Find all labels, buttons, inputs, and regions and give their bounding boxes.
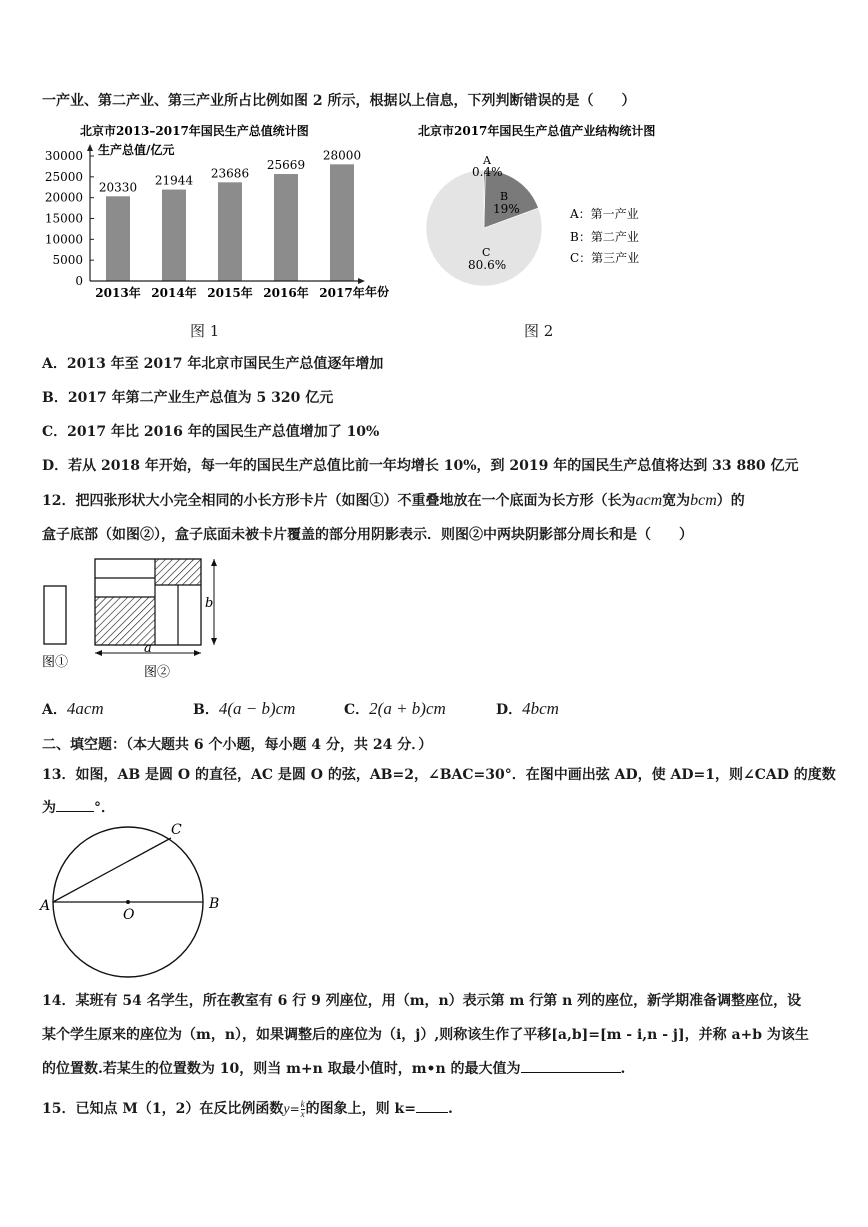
shaded-region-bottom-left [95,597,155,645]
q12-option-c-expr: 2(a + b)cm [369,699,446,718]
x-tick-label: 2017年 [319,286,365,300]
q14-line1: 14．某班有 54 名学生，所在教室有 6 行 9 列座位，用（m，n）表示第 m 行第 n 列的座位，新学期准备调整座位，设 [42,993,802,1009]
q12-var-a: acm [635,492,663,509]
y-tick-label: 15000 [44,211,83,226]
pie-legend-b: B：第二产业 [570,230,639,244]
q12-option-d-expr: 4bcm [522,699,559,718]
point-c-label: C [171,822,182,838]
pie-label-c: C [482,246,491,259]
q11-option-d: D．若从 2018 年开始，每一年的国民生产总值比前一年均增长 10%，到 2019 年的国民生产总值将达到 33 880 亿元 [42,458,799,474]
dim-a-label: a [144,641,152,656]
pie-legend-a: A：第一产业 [570,207,639,221]
pie-pct-b: 19% [493,202,520,216]
fig2-caption: 图 2 [524,322,554,340]
q12-stem-line1 [42,490,745,510]
bar [106,196,130,281]
q12-stem-part3: ）的 [716,493,745,509]
q12-stem-part2: 宽为 [662,493,691,509]
point-o-label: O [123,907,135,923]
q12-option-b-expr: 4(a − b)cm [218,699,296,718]
bar-chart-ylabel: 生产总值/亿元 [98,143,175,157]
q14-line3: 的位置数.若某生的位置数为 10，则当 m+n 取最小值时，m•n 的最大值为 . [42,1061,626,1077]
shaded-region-top-right [155,559,201,585]
q13-line1: 13．如图，AB 是圆 O 的直径，AC 是圆 O 的弦，AB=2，∠BAC=30°．在图中画出弦 AD，使 AD=1，则∠CAD 的度数 [42,767,836,783]
q15-line: 15．已知点 M（1，2）在反比例函数y= $\frac{k}{x}$ 的图象上，则 k= . [42,1098,453,1119]
y-tick-label: 5000 [52,253,83,268]
card-rectangle [44,586,66,644]
dim-a-arrow-right [194,650,201,656]
bar [330,164,354,281]
dim-b-label: b [205,596,214,611]
x-axis-arrow [358,278,365,284]
circle-figure [36,820,236,984]
dim-b-arrow-top [211,559,217,566]
y-tick-label: 30000 [44,149,83,163]
q12-option-b: B．4(a − b)cm [193,699,296,718]
bar-value-label: 20330 [98,180,138,195]
y-axis-arrow [87,144,93,151]
x-tick-label: 2013年 [95,286,141,300]
pie-legend-c: C：第三产业 [570,251,640,265]
bar [274,174,298,281]
fig1-label: 图① [42,655,69,670]
bar-value-label: 23686 [210,166,250,181]
pie-pct-a: 0.4% [472,165,503,179]
q11-option-b: B．2017 年第二产业生产总值为 5 320 亿元 [42,390,334,406]
bar [218,182,242,281]
bar-chart-title: 北京市2013–2017年国民生产总值统计图 [80,124,309,138]
bar-value-label: 25669 [266,158,306,173]
q14-line2: 某个学生原来的座位为（m，n），如果调整后的座位为（i，j）,则称该生作了平移[a,b]=[m - i,n - j]，并称 a+b 为该生 [42,1027,809,1043]
pie-pct-c: 80.6% [468,258,507,272]
y-tick-label: 20000 [44,190,83,205]
section-heading: 二、填空题：（本大题共 6 个小题，每小题 4 分，共 24 分．） [42,737,433,753]
q15-answer-blank[interactable] [416,1112,448,1113]
center-point [126,900,130,904]
fig1-caption: 图 1 [190,322,220,340]
point-a-label: A [40,898,51,914]
bar [162,190,186,281]
q12-option-c: C．2(a + b)cm [344,699,446,718]
bar-chart-xlabel: 年份 [365,285,390,299]
q12-var-b: bcm [690,492,717,509]
pie-chart-title: 北京市2017年国民生产总值产业结构统计图 [418,124,656,138]
q12-option-a-expr: 4acm [66,699,104,718]
pie-label-b: B [500,190,509,203]
q12-option-d: D．4bcm [496,699,559,718]
pie-label-a: A [483,154,491,167]
q15-fraction: $\frac{k}{x}$ [300,1098,305,1119]
q12-stem-line2: 盒子底部（如图②），盒子底面未被卡片覆盖的部分用阴影表示．则图②中两块阴影部分周长和是（ ） [42,527,693,543]
q14-answer-blank[interactable] [521,1072,621,1073]
x-tick-label: 2015年 [207,286,253,300]
dim-a-arrow-left [95,650,102,656]
x-tick-label: 2016年 [263,286,309,300]
q12-option-a: A．4acm [42,699,104,718]
q15-func-y: y [283,1102,290,1117]
q11-option-c: C．2017 年比 2016 年的国民生产总值增加了 10% [42,424,380,440]
bar-value-label: 21944 [154,173,194,188]
y-tick-label: 0 [75,274,83,288]
q13-answer-blank[interactable] [56,811,94,812]
point-b-label: B [209,896,220,912]
q11-option-a: A．2013 年至 2017 年北京市国民生产总值逐年增加 [42,356,384,372]
q12-figure [38,552,238,682]
fig2-label: 图② [144,665,171,680]
bar-chart [40,118,400,308]
bar-value-label: 28000 [322,148,362,163]
q13-line2: 为 °． [42,800,115,816]
pie-chart [410,118,710,308]
q12-stem-part1: 12．把四张形状大小完全相同的小长方形卡片（如图①）不重叠地放在一个底面为长方形（长为 [42,493,636,509]
q11-stem: 一产业、第二产业、第三产业所占比例如图 2 所示，根据以上信息，下列判断错误的是（ ） [42,93,636,109]
y-tick-label: 25000 [44,169,83,184]
x-tick-label: 2014年 [151,286,197,300]
y-tick-label: 10000 [44,232,83,247]
dim-b-arrow-bottom [211,638,217,645]
chord-ac [53,838,171,902]
